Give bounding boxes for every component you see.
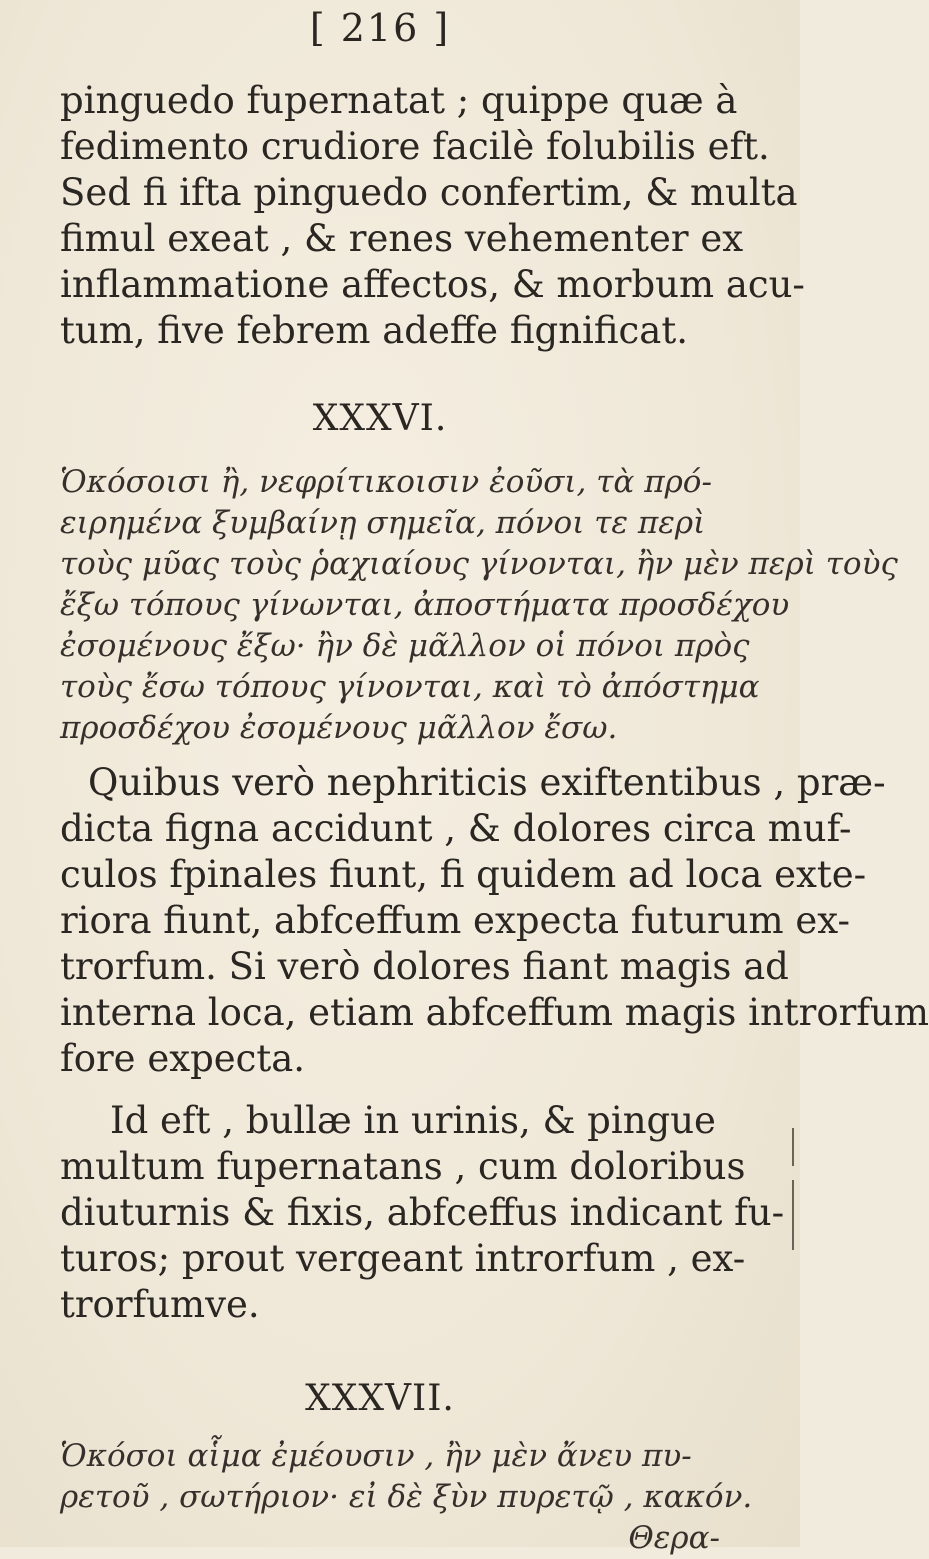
- text-line: fedimento crudiore facilè folubilis eft.: [60, 125, 770, 168]
- greek-line: Ὁκόσοισι ἢ, νεφρίτικοισιν ἐοῦσι, τὰ πρό-: [60, 464, 712, 500]
- text-line: riora fiunt, abfceffum expecta futurum ex-: [60, 899, 851, 942]
- margin-mark: [792, 1128, 794, 1166]
- greek-line: Ὁκόσοι αἷμα ἐμέουσιν , ἢν μὲν ἄνευ πυ-: [60, 1438, 692, 1474]
- text-line: Sed fi ifta pinguedo confertim, & multa: [60, 171, 798, 214]
- section-heading-37: XXXVII.: [305, 1378, 455, 1419]
- text-line: fimul exeat , & renes vehementer ex: [60, 217, 744, 260]
- greek-line: τοὺς μῦας τοὺς ῥαχιαίους γίνονται, ἢν μὲν περὶ τοὺς: [60, 546, 898, 582]
- page-number: [ 216 ]: [309, 6, 451, 50]
- text-line: fore expecta.: [60, 1037, 306, 1080]
- text-line: pinguedo fupernatat ; quippe quæ à: [60, 79, 738, 122]
- text-line: interna loca, etiam abfceffum magis introrfum: [60, 991, 929, 1034]
- greek-text-37: [60, 1436, 753, 1559]
- latin-translation-36: [60, 760, 929, 1082]
- text-line: diuturnis & fixis, abfceffus indicant fu-: [60, 1191, 785, 1234]
- text-line: Quibus verò nephriticis exiftentibus , præ-: [88, 761, 886, 804]
- margin-mark: [792, 1180, 794, 1250]
- paragraph-continuation: [60, 78, 805, 354]
- text-line: multum fupernatans , cum doloribus: [60, 1145, 746, 1188]
- text-line: inflammatione affectos, & morbum acu-: [60, 263, 805, 306]
- text-line: tum, five febrem adeffe fignificat.: [60, 309, 688, 352]
- greek-line: ἔξω τόπους γίνωνται, ἀποστήματα προσδέχου: [60, 587, 790, 623]
- text-line: Id eft , bullæ in urinis, & pingue: [110, 1099, 716, 1142]
- greek-line: ἐσομένους ἔξω· ἢν δὲ μᾶλλον οἱ πόνοι πρὸς: [60, 628, 750, 664]
- greek-text-36: [60, 462, 898, 749]
- commentary-paragraph: [60, 1098, 785, 1328]
- text-line: trorfumve.: [60, 1283, 260, 1326]
- greek-line: ρετοῦ , σωτήριον· εἰ δὲ ξὺν πυρετῷ , κακόν.: [60, 1479, 753, 1515]
- text-line: culos fpinales fiunt, fi quidem ad loca exte-: [60, 853, 867, 896]
- catchword: Θερα-: [628, 1520, 720, 1556]
- text-line: dicta figna accidunt , & dolores circa muf-: [60, 807, 852, 850]
- section-heading-36: XXXVI.: [312, 398, 448, 439]
- text-line: trorfum. Si verò dolores fiant magis ad: [60, 945, 789, 988]
- greek-line: προσδέχου ἐσομένους μᾶλλον ἔσω.: [60, 710, 618, 746]
- text-line: turos; prout vergeant introrfum , ex-: [60, 1237, 746, 1280]
- greek-line: τοὺς ἔσω τόπους γίνονται, καὶ τὸ ἀπόστημα: [60, 669, 760, 705]
- greek-line: ειρημένα ξυμβαίνῃ σημεῖα, πόνοι τε περὶ: [60, 505, 706, 541]
